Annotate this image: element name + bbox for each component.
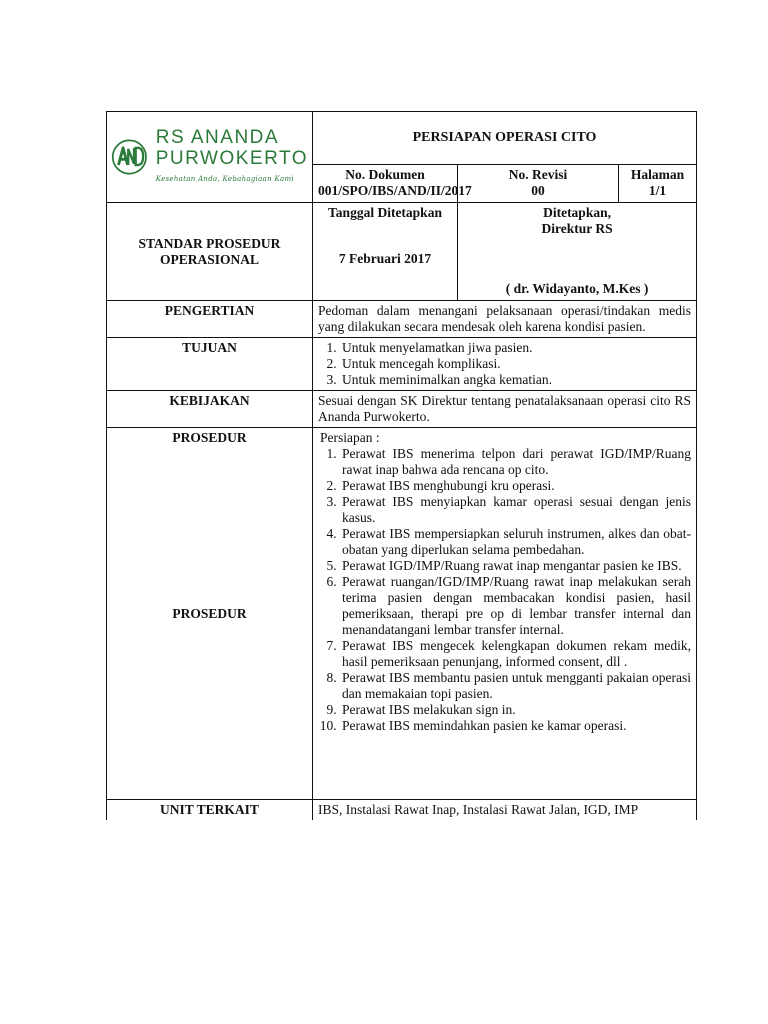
tujuan-label: TUJUAN bbox=[107, 338, 313, 391]
doc-number-label: No. Dokumen bbox=[345, 167, 425, 183]
pengertian-label: PENGERTIAN bbox=[107, 301, 313, 338]
signatory-name: ( dr. Widayanto, M.Kes ) bbox=[505, 281, 649, 296]
list-item: 2. Perawat IBS menghubungi kru operasi. bbox=[340, 478, 691, 494]
logo-cell bbox=[107, 112, 313, 203]
list-item: 2. Untuk mencegah komplikasi. bbox=[340, 356, 691, 372]
tujuan-content bbox=[313, 338, 697, 391]
logo-name-line1: RS ANANDA bbox=[155, 127, 280, 148]
revision-label: No. Revisi bbox=[508, 167, 568, 183]
sop-label-line1: STANDAR PROSEDUR bbox=[138, 235, 281, 251]
list-item: 3. Perawat IBS menyiapkan kamar operasi sesuai dengan jenis kasus. bbox=[340, 494, 691, 526]
page-value: 1/1 bbox=[648, 183, 667, 199]
tujuan-list bbox=[318, 340, 691, 388]
list-item: 7. Perawat IBS mengecek kelengkapan dokumen rekam medik, hasil pemeriksaan penunjang, informed consent, dll . bbox=[340, 638, 691, 670]
list-item: 4. Perawat IBS mempersiapkan seluruh instrumen, alkes dan obat-obatan yang diperlukan selama pembedahan. bbox=[340, 526, 691, 558]
list-item: 1. Perawat IBS menerima telpon dari perawat IGD/IMP/Ruang rawat inap bahwa ada rencana op cito. bbox=[340, 446, 691, 478]
kebijakan-text: Sesuai dengan SK Direktur tentang penatalaksanaan operasi cito RS Ananda Purwokerto. bbox=[313, 391, 697, 428]
list-item: 8. Perawat IBS membantu pasien untuk mengganti pakaian operasi dan memakaian topi pasien. bbox=[340, 670, 691, 702]
prosedur-label-mid: PROSEDUR bbox=[172, 606, 247, 621]
prosedur-label-cell bbox=[107, 428, 313, 800]
date-label: Tanggal Ditetapkan bbox=[328, 205, 442, 220]
prosedur-intro: Persiapan : bbox=[320, 430, 380, 445]
list-item: 3. Untuk meminimalkan angka kematian. bbox=[340, 372, 691, 388]
prosedur-content bbox=[313, 428, 697, 800]
kebijakan-label: KEBIJAKAN bbox=[107, 391, 313, 428]
logo-text bbox=[156, 127, 308, 187]
hospital-logo bbox=[111, 125, 308, 189]
sop-document bbox=[106, 111, 696, 820]
list-item: 9. Perawat IBS melakukan sign in. bbox=[340, 702, 691, 718]
approval-line1: Ditetapkan, bbox=[543, 205, 611, 220]
page-cell bbox=[619, 165, 697, 203]
sop-label-cell bbox=[107, 203, 313, 301]
list-item: 6. Perawat ruangan/IGD/IMP/Ruang rawat inap melakukan serah terima pasien dengan membacakan kondisi pasien, hasil pemeriksaan, therapi pre op di lembar transfer internal dan menandatangani lembar transfer internal. bbox=[340, 574, 691, 638]
date-cell bbox=[313, 203, 458, 301]
page-label: Halaman bbox=[630, 167, 685, 183]
approval-line2: Direktur RS bbox=[541, 221, 613, 236]
sop-table bbox=[106, 111, 697, 820]
document-title: PERSIAPAN OPERASI CITO bbox=[313, 112, 697, 165]
approval-cell bbox=[458, 203, 697, 301]
pengertian-text: Pedoman dalam menangani pelaksanaan operasi/tindakan medis yang dilakukan secara mendesak oleh karena kondisi pasien. bbox=[313, 301, 697, 338]
revision-cell bbox=[458, 165, 619, 203]
logo-name-line2: PURWOKERTO bbox=[155, 148, 308, 169]
doc-number-cell bbox=[313, 165, 472, 203]
list-item: 10. Perawat IBS memindahkan pasien ke kamar operasi. bbox=[340, 718, 691, 734]
revision-value: 00 bbox=[531, 183, 545, 199]
prosedur-label-top: PROSEDUR bbox=[172, 430, 247, 445]
date-value: 7 Februari 2017 bbox=[338, 251, 432, 266]
unit-label: UNIT TERKAIT bbox=[107, 800, 313, 821]
sop-label-line2: OPERASIONAL bbox=[159, 251, 259, 267]
logo-tagline: Kesehatan Anda, Kebahagiaan Kami bbox=[155, 175, 294, 183]
prosedur-list bbox=[318, 446, 691, 734]
list-item: 1. Untuk menyelamatkan jiwa pasien. bbox=[340, 340, 691, 356]
unit-text: IBS, Instalasi Rawat Inap, Instalasi Rawat Jalan, IGD, IMP bbox=[313, 800, 697, 821]
and-monogram-icon bbox=[111, 125, 148, 189]
doc-number-value: 001/SPO/IBS/AND/II/2017 bbox=[318, 183, 472, 199]
list-item: 5. Perawat IGD/IMP/Ruang rawat inap mengantar pasien ke IBS. bbox=[340, 558, 691, 574]
